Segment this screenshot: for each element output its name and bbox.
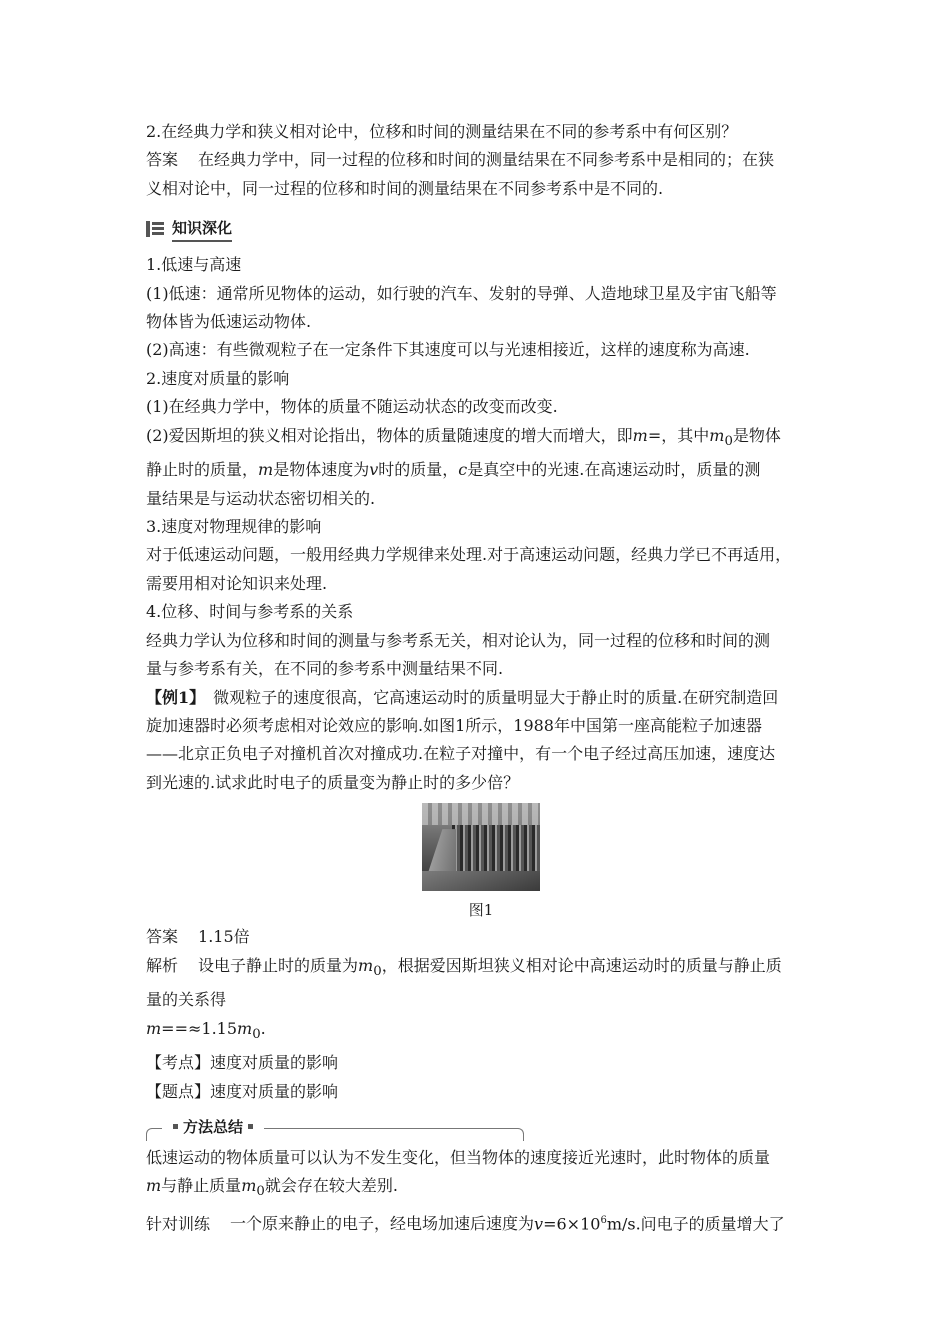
example-1-line-2: 旋加速器时必须考虑相对论效应的影响.如图1所示，1988年中国第一座高能粒子加速器 [146, 715, 762, 735]
k2-b3: 量结果是与运动状态密切相关的. [146, 488, 376, 508]
analysis-line-1: 解析 设电子静止时的质量为$m_0$，根据爱因斯坦狭义相对论中高速运动时的质量与静止质 [146, 955, 782, 979]
method-title: 方法总结 [183, 1117, 244, 1136]
example-1-line-3: ——北京正负电子对撞机首次对撞成功.在粒子对撞中，有一个电子经过高压加速，速度达 [146, 744, 776, 764]
answer-1: 答案 1.15倍 [146, 927, 250, 947]
list-icon [146, 221, 164, 237]
k3-a2: 需要用相对论知识来处理. [146, 573, 328, 593]
figure-caption: 图1 [468, 901, 494, 920]
q2-answer-line-2: 义相对论中，同一过程的位移和时间的测量结果在不同参考系中是不同的. [146, 178, 664, 198]
example-1-line-1: 【例1】 微观粒子的速度很高，它高速运动时的质量明显大于静止时的质量.在研究制造回 [146, 687, 779, 707]
k2-b1: (2)爱因斯坦的狭义相对论指出，物体的质量随速度的增大而增大，即m=，其中$m_0$是物体 [146, 425, 781, 449]
k1-title: 1.低速与高速 [146, 255, 242, 275]
section-header [146, 217, 816, 241]
k3-a1: 对于低速运动问题，一般用经典力学规律来处理.对于高速运动问题，经典力学已不再适用， [146, 545, 792, 565]
method-summary-header [146, 1114, 816, 1144]
figure-1 [146, 803, 816, 923]
q2-answer-line-1: 答案 在经典力学中，同一过程的位移和时间的测量结果在不同参考系中是相同的；在狭 [146, 150, 775, 170]
example-label: 【例1】 [146, 687, 206, 707]
accelerator-photo [422, 803, 540, 891]
document-page [146, 118, 816, 1239]
k3-title: 3.速度对物理规律的影响 [146, 517, 322, 537]
q2-question: 2.在经典力学和狭义相对论中，位移和时间的测量结果在不同的参考系中有何区别？ [146, 122, 738, 141]
tidian: 【题点】速度对质量的影响 [146, 1081, 339, 1101]
drill-line: 针对训练 一个原来静止的电子，经电场加速后速度为$v=6\times 10^6m/s$.问电子的质量增大了 [146, 1214, 785, 1234]
analysis-equation: $m==\approx 1.15m_0$. [146, 1018, 266, 1042]
k2-title: 2.速度对质量的影响 [146, 368, 290, 388]
k1-a2: 物体皆为低速运动物体. [146, 312, 312, 332]
kaodian: 【考点】速度对质量的影响 [146, 1053, 339, 1073]
k2-b2: 静止时的质量，m是物体速度为v时的质量，c是真空中的光速.在高速运动时，质量的测 [146, 460, 761, 480]
k1-a1: (1)低速：通常所见物体的运动，如行驶的汽车、发射的导弹、人造地球卫星及宇宙飞船等 [146, 283, 777, 303]
k4-title: 4.位移、时间与参考系的关系 [146, 602, 354, 622]
k2-a1: (1)在经典力学中，物体的质量不随运动状态的改变而改变. [146, 397, 558, 417]
answer-label: 答案 [146, 150, 179, 170]
analysis-line-2: 量的关系得 [146, 990, 227, 1010]
k4-a2: 量与参考系有关，在不同的参考系中测量结果不同. [146, 659, 504, 679]
method-line-2: m与静止质量$m_0$就会存在较大差别. [146, 1176, 398, 1200]
example-1-line-4: 到光速的.试求此时电子的质量变为静止时的多少倍？ [146, 772, 520, 792]
k1-b1: (2)高速：有些微观粒子在一定条件下其速度可以与光速相接近，这样的速度称为高速. [146, 340, 750, 360]
k4-a1: 经典力学认为位移和时间的测量与参考系无关，相对论认为，同一过程的位移和时间的测 [146, 630, 771, 650]
method-line-1: 低速运动的物体质量可以认为不发生变化，但当物体的速度接近光速时，此时物体的质量 [146, 1147, 771, 1167]
section-title: 知识深化 [172, 217, 232, 242]
